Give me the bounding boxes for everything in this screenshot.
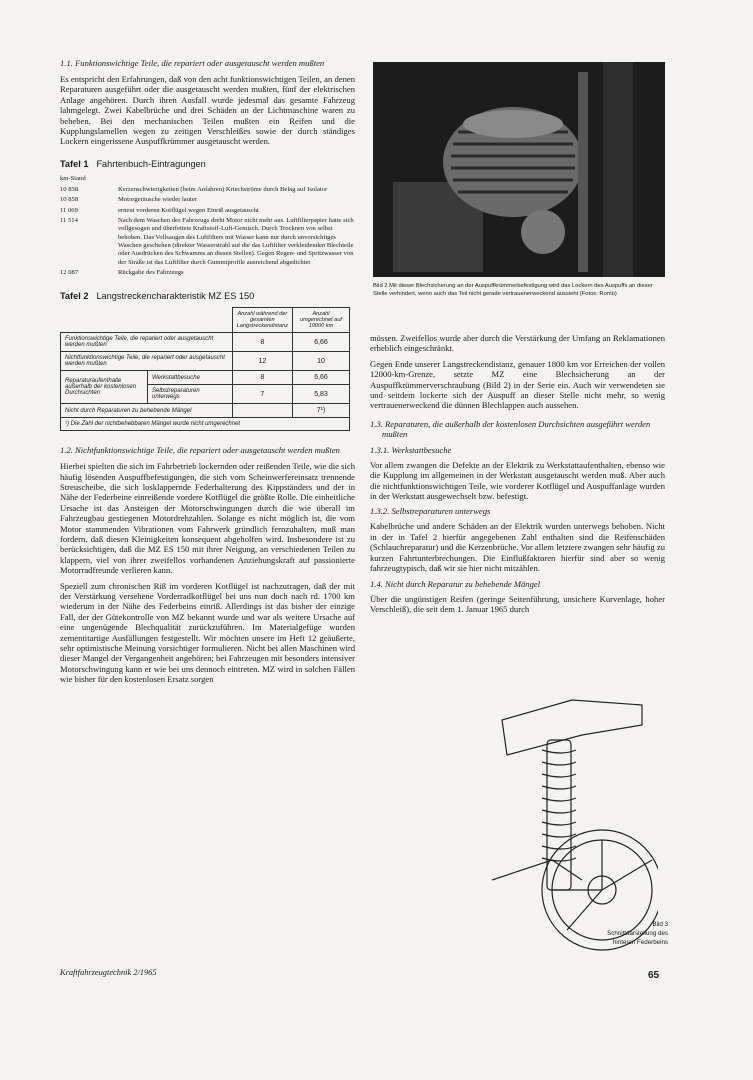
table-row [61, 333, 350, 352]
tafel-2-label: Tafel 2 [60, 291, 89, 302]
table-row [61, 352, 350, 371]
log-km: 10 838 [60, 186, 79, 194]
log-text: Kerzenschwierigkeiten (beim Anfahren) Kriechströme durch Belag auf Isolator [118, 186, 328, 194]
cell-value: 8 [232, 333, 292, 352]
engine-photo [373, 62, 665, 277]
tafel-1-label: Tafel 1 [60, 158, 89, 169]
km-column-header: km-Stand [60, 174, 86, 182]
cell-value: 5,83 [293, 385, 350, 404]
tafel-1-caption: Fahrtenbuch-Eintragungen [96, 158, 206, 169]
tafel-1-log [60, 175, 355, 277]
log-text: Nach dem Waschen des Fahrzeugs dreht Motor nicht mehr aus. Luftfilterpapier hatte sich vollgesogen und überfettete Kraftstoff-Luft-Gemisch. Durch Trocknen von selbst behoben. Das Vollsaugen des Luftfilters mit Wasser kann nur durch unvorsichtiges Waschen geschehen (direkter Wasserstrahl auf die das Luftfilter verkleidenden Blechteile oder Ausdrücken des Schwamms an diesen Stellen). Gegen Regen- und Spritzwasser von der Straße ist das Luftfilter durch Gummiprofile ausreichend abgedichtet [118, 217, 354, 266]
log-km: 11 069 [60, 206, 78, 214]
right-text-2: Gegen Ende unserer Langstreckendistanz, genauer 1800 km vor Erreichen der vollen 12000-km-Grenze, setzte MZ eine Blechsicherung an der Auspuffkrümmerverschraubung (Bild 2) in der Serie ein. Auch wir verwendeten sie und seitdem lockerte sich der Auspuff an dieser Stelle nicht mehr, so wenig vertrauenerweckend die dünnen Blechlappen auch aussehen. [370, 358, 665, 411]
tafel-2-caption: Langstreckencharakteristik MZ ES 150 [96, 291, 255, 302]
section-1-3-1-heading: 1.3.1. Werkstattbesuche [370, 444, 452, 455]
row-label: Reparaturaufenthalte außerhalb der kostenlosen Durchsichten [61, 371, 148, 404]
log-row [60, 186, 355, 194]
log-text: erneut vorderen Kotflügel wegen Einriß ausgetauscht [118, 206, 259, 214]
section-1-3-1-text: Vor allem zwangen die Defekte an der Elektrik zu Werkstattaufenthalten, ebenso wie die Kupplung im allgemeinen in der Werkstatt ausgetauscht werden muß. Aber auch die nichtfunktionswichtigen Teile, wie vorderer Kotflügel und Auspuffanlage wurden in der Werkstatt ausgewechselt bzw. befestigt. [370, 459, 665, 502]
bild-2-caption: Bild 2 Mit dieser Blechsicherung an der Auspuffkrümmerbefestigung wird das Lockern des Auspuffs an dieser Stelle verhindert, wenn auch das Teil nicht gerade vertrauenerweckend aussieht (Fotos: Romü) [373, 283, 653, 297]
log-text: Motorgeräusche wieder lauter [118, 196, 197, 204]
section-1-4-text: Über die ungünstigen Reifen (geringe Seitenführung, unsichere Kurvenlage, hoher Verschleiß), die seit dem 1. Januar 1965 durch [370, 593, 665, 614]
right-column [370, 333, 665, 619]
log-row [60, 269, 355, 277]
section-1-1-heading: 1.1. Funktionswichtige Teile, die repariert oder ausgetauscht werden mußten [60, 58, 325, 68]
cell-value: 12 [232, 352, 292, 371]
cell-value: 6,66 [293, 333, 350, 352]
bild-3-label: Bild 3 [652, 921, 668, 928]
bild-3-caption [598, 920, 668, 947]
row-sublabel: Selbstreparaturen unterwegs [148, 385, 233, 404]
tafel-2-table [60, 307, 350, 431]
log-row [60, 217, 355, 267]
tafel-2-title [60, 291, 355, 301]
cell-value: 7 [232, 385, 292, 404]
section-1-3-2-heading: 1.3.2. Selbstreparaturen unterwegs [370, 506, 491, 517]
section-1-2-text: Hierbei spielten die sich im Fahrbetrieb lockernden oder reißenden Teile, wie die sich häufig lösenden Auspuffbefestigungen, die sich vom Scheinwerfereinsatz trennende Streuscheibe, die sich losklappernde Federhalterung des Kippständers und der in Nähe der Federbeine einreißende vordere Kotflügel die größte Rolle. Die einheitliche Ursache ist das Ansteigen der Motorschwingungen durch die wie überall im Fahrzeugbau gestiegenen Motordrehzahlen. Solange es nicht möglich ist, die vom Motor stammenden Vibrationen vom Fahrwerk gründlich fernzuhalten, muß man fordern, daß diesen Kleinigkeiten konsequent abgeholfen wird. Insbesondere ist zu berücksichtigen, daß die MZ ES 150 mit ihrer Neigung, an verschiedenen Teilen zu klappern, viel von ihrer zweifellos vorhandenen Anziehungskraft auf passionierte Motorradfreunde verlieren kann. [60, 461, 355, 576]
log-km: 11 514 [60, 217, 78, 225]
cell-value: 7¹) [293, 404, 350, 418]
log-row [60, 207, 355, 215]
page-number: 65 [648, 970, 660, 981]
section-1-3-heading: 1.3. Reparaturen, die außerhalb der kostenlosen Durchsichten ausgeführt werden mußten [370, 418, 651, 439]
row-label: Nichtfunktionswichtige Teile, die repariert oder ausgetauscht werden mußten [61, 352, 233, 371]
cell-value: 8 [232, 371, 292, 385]
section-1-2-heading: 1.2. Nichtfunktionswichtige Teile, die repariert oder ausgetauscht werden mußten [60, 445, 340, 456]
section-1-1-text: Es entspricht den Erfahrungen, daß von den acht funktionswichtigen Teilen, an denen Reparaturen ausgeführt oder die ausgetauscht werden mußten, fünf der elektrischen Anlage angehören. Durch ihren Ausfall wurde jedesmal das gesamte Fahrzeug lahmgelegt. Zwei Kabelbrüche und drei Schäden an der Lichtmaschine waren zu beheben. Bei den mechanischen Teilen mußten ein Reifen und die Kupplungslamellen wegen zu zeitigen Verschleißes sowie der durch ständiges Lockern eingerissene Auspuffkrümmer ausgetauscht werden. [60, 74, 355, 147]
shock-absorber-drawing [492, 680, 658, 956]
log-text: Rückgabe des Fahrzeugs [118, 268, 184, 276]
section-1-4-heading: 1.4. Nicht durch Reparatur zu behebende Mängel [370, 578, 541, 589]
bild-3-text: Schnittdarstellung des hinteren Federbeins [607, 930, 668, 946]
row-sublabel: Werkstattbesuche [148, 371, 233, 385]
log-km: 10 858 [60, 196, 79, 204]
left-column [60, 58, 355, 690]
section-1-2-text-2: Speziell zum chronischen Riß im vorderen Kotflügel ist nachzutragen, daß der mit der Verstärkung versehene Vorderradkotflügel bei uns nun doch nach rd. 1700 km wiederum in der Nähe des Federbeins einriß. Allerdings ist das bisher der einzige Fall, der der Gütekontrolle von MZ bekannt wurde und war als weitere Ursache auf eine ungenügende Blechqualität zurückzuführen. Im Materialgefüge wurden zementitartige Ausfällungen festgestellt. Wir möchten unsere im Heft 12 geäußerte, sehr optimistische Meinung vorsichtiger formulieren. Nicht bei allen Maschinen wird dieser Mangel der Vergangenheit angehören; bei Fahrzeugen mit besonders intensiver Motorschwingung kann er wie bei uns dennoch eintreten. MZ wird in solchen Fällen wie bisher für den kostenlosen Ersatz sorgen [60, 580, 355, 685]
cell-value: 6,66 [293, 371, 350, 385]
journal-footer: Kraftfahrzeugtechnik 2/1965 [60, 968, 157, 977]
table-footnote: ¹) Die Zahl der nichtbehebbaren Mängel wurde nicht umgerechnet [61, 418, 350, 431]
cell-value: 10 [293, 352, 350, 371]
column-header-per-10000: Anzahl umgerechnet auf 10000 km [293, 308, 350, 333]
right-text-1: müssen. Zweifellos wurde aber durch die Verstärkung der Umfang an Reklamationen erheblich eingeschränkt. [370, 333, 665, 354]
log-km: 12 087 [60, 268, 79, 276]
table-row [61, 371, 350, 385]
tafel-1-title [60, 159, 355, 169]
row-label: Nicht durch Reparaturen zu behebende Mängel [61, 404, 233, 418]
table-row [61, 404, 350, 418]
log-row [60, 196, 355, 204]
section-1-3-2-text: Kabelbrüche und andere Schäden an der Elektrik wurden unterwegs behoben. Nicht in der in Tafel 2 hierfür angegebenen Zahl enthalten sind die Reifenschäden (Schlauchreparatur) und die Kerzenbrüche. Vor allem letztere zwangen sehr häufig zu kurzen Fahrtunterbrechungen. Die Einflußfaktoren hierfür sind aber so wenig fahrzeugtypisch, daß wir sie hier nicht mitzählen. [370, 521, 665, 574]
row-label: Funktionswichtige Teile, die repariert oder ausgetauscht werden mußten [61, 333, 233, 352]
column-header-total: Anzahl während der gesamten Langstreckendistanz [232, 308, 292, 333]
